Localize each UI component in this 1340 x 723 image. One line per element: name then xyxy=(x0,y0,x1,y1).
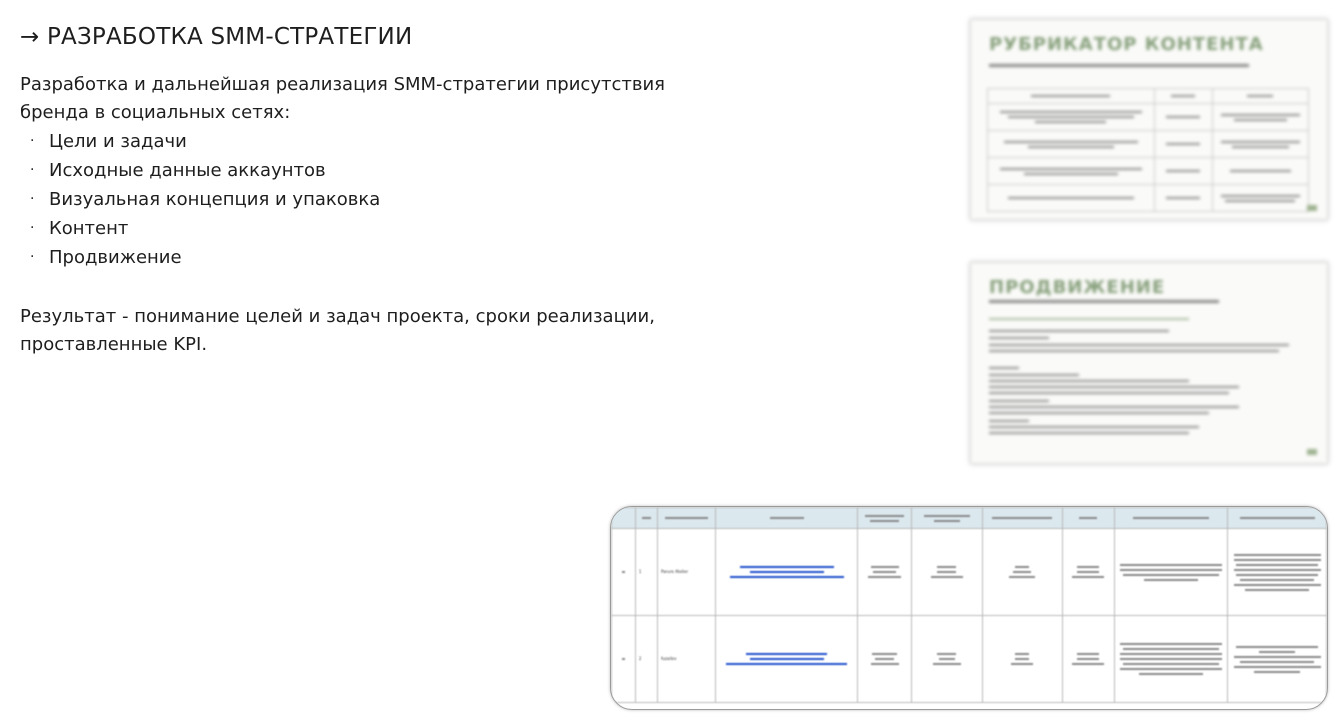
table-row xyxy=(988,185,1309,212)
promotion-slide-preview xyxy=(970,262,1328,464)
table-row xyxy=(988,104,1309,131)
bullet-dot: · xyxy=(30,162,35,178)
list-item xyxy=(30,243,380,272)
list-item xyxy=(30,156,380,185)
rubricator-table xyxy=(987,88,1309,212)
slide-page-number xyxy=(1307,449,1317,455)
intro-text: Разработка и дальнейшая реализация SMM-стратегии присутствия бренда в социальных сетях: xyxy=(20,74,665,123)
result-text: Результат - понимание целей и задач проекта, сроки реализации, проставленные KPI. xyxy=(20,306,655,355)
list-item xyxy=(30,127,380,156)
table-row xyxy=(612,616,1327,703)
accounts-table-preview xyxy=(610,506,1328,710)
promotion-slide-title: ПРОДВИЖЕНИЕ xyxy=(989,277,1166,298)
bullet-dot: · xyxy=(30,249,35,265)
row-number: 1 xyxy=(635,529,657,616)
list-item-label: Исходные данные аккаунтов xyxy=(49,160,326,181)
list-item xyxy=(30,214,380,243)
page-title: → РАЗРАБОТКА SMM-СТРАТЕГИИ xyxy=(20,24,413,50)
list-item xyxy=(30,185,380,214)
slide-subtitle-line xyxy=(989,64,1249,67)
table-row xyxy=(612,529,1327,616)
list-item-label: Визуальная концепция и упаковка xyxy=(49,189,381,210)
list-item-label: Контент xyxy=(49,218,129,239)
bullet-dot: · xyxy=(30,220,35,236)
table-row xyxy=(988,131,1309,158)
table-row xyxy=(988,89,1309,104)
account-name: Parure Atelier xyxy=(657,529,716,616)
list-item-label: Цели и задачи xyxy=(49,131,187,152)
accounts-table xyxy=(611,507,1327,703)
bullet-list xyxy=(30,127,380,272)
bullet-dot: · xyxy=(30,191,35,207)
rubricator-slide-title: РУБРИКАТОР КОНТЕНТА xyxy=(989,34,1264,55)
rubricator-slide-preview xyxy=(970,19,1328,220)
slide-page-number xyxy=(1307,205,1317,211)
table-header-row xyxy=(612,508,1327,529)
list-item-label: Продвижение xyxy=(49,247,182,268)
bullet-dot: · xyxy=(30,133,35,149)
account-name: fuzailov xyxy=(657,616,716,703)
slide-subtitle-line xyxy=(989,300,1219,303)
table-row xyxy=(988,158,1309,185)
row-number: 2 xyxy=(635,616,657,703)
